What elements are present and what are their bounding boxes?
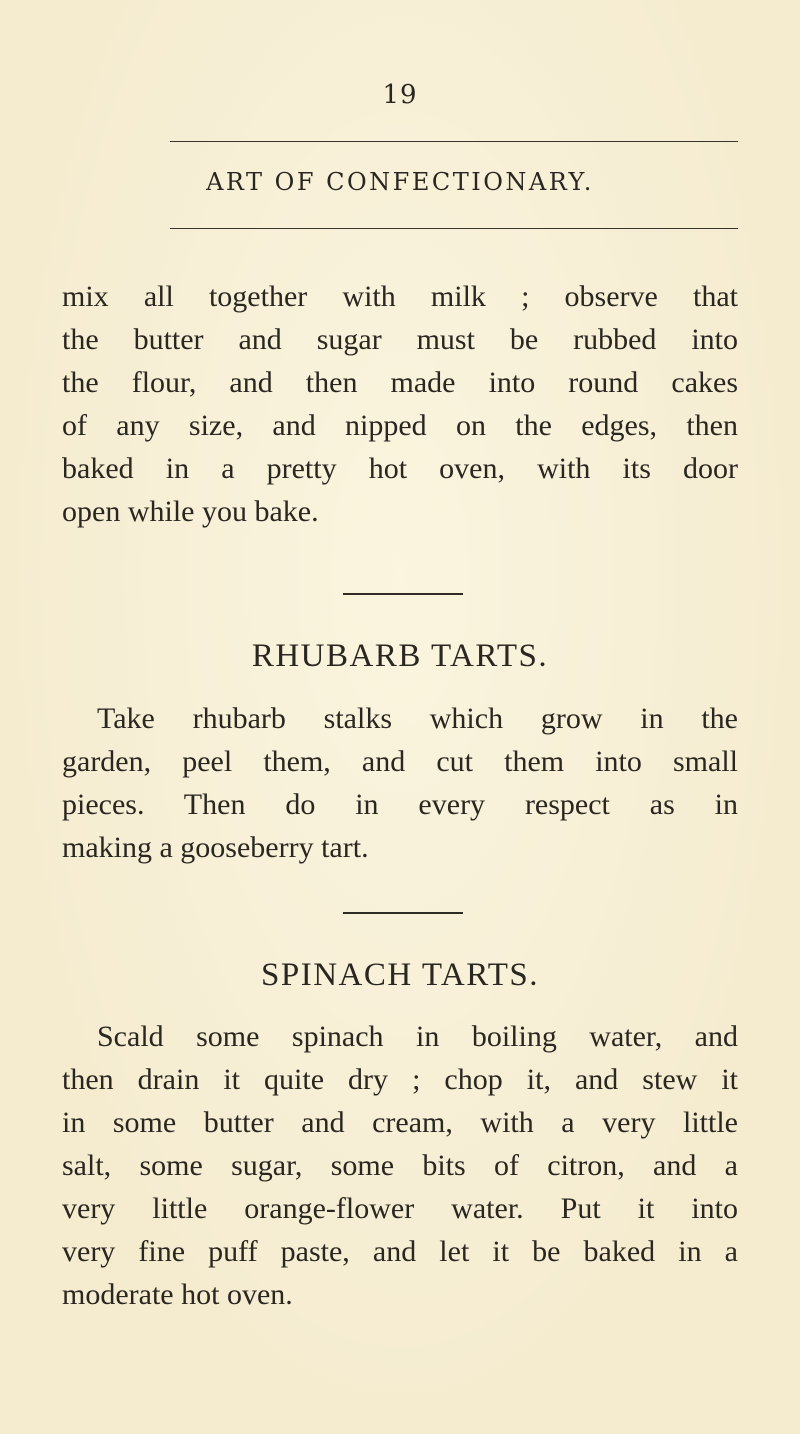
text-line: salt, some sugar, some bits of citron, and a [62,1149,738,1182]
section-divider [343,593,463,595]
text-line: making a gooseberry tart. [62,831,369,864]
text-line: pieces. Then do in every respect as in [62,788,738,821]
text-line: garden, peel them, and cut them into small [62,745,738,778]
section-title-spinach: SPINACH TARTS. [261,957,539,993]
text-line: Scald some spinach in boiling water, and [97,1020,738,1053]
text-line: baked in a pretty hot oven, with its door [62,452,738,485]
text-line: Take rhubarb stalks which grow in the [97,702,738,735]
intro-paragraph [62,275,738,533]
header-rule-top [170,141,738,142]
text-line: very little orange-flower water. Put it into [62,1192,738,1225]
text-line: mix all together with milk ; observe that [62,280,738,313]
text-line: in some butter and cream, with a very little [62,1106,738,1139]
text-line: very fine puff paste, and let it be baked in a [62,1235,738,1268]
text-line: open while you bake. [62,495,319,528]
page-number: 19 [382,80,418,110]
section-divider [343,912,463,914]
rhubarb-paragraph [62,697,738,869]
text-line: of any size, and nipped on the edges, then [62,409,738,442]
text-line: the butter and sugar must be rubbed into [62,323,738,356]
text-line: moderate hot oven. [62,1278,293,1311]
running-head: ART OF CONFECTIONARY. [206,168,594,196]
header-rule-bottom [170,228,738,229]
text-line: the flour, and then made into round cakes [62,366,738,399]
section-title-rhubarb: RHUBARB TARTS. [251,638,549,674]
text-line: then drain it quite dry ; chop it, and stew it [62,1063,738,1096]
spinach-paragraph [62,1015,738,1316]
